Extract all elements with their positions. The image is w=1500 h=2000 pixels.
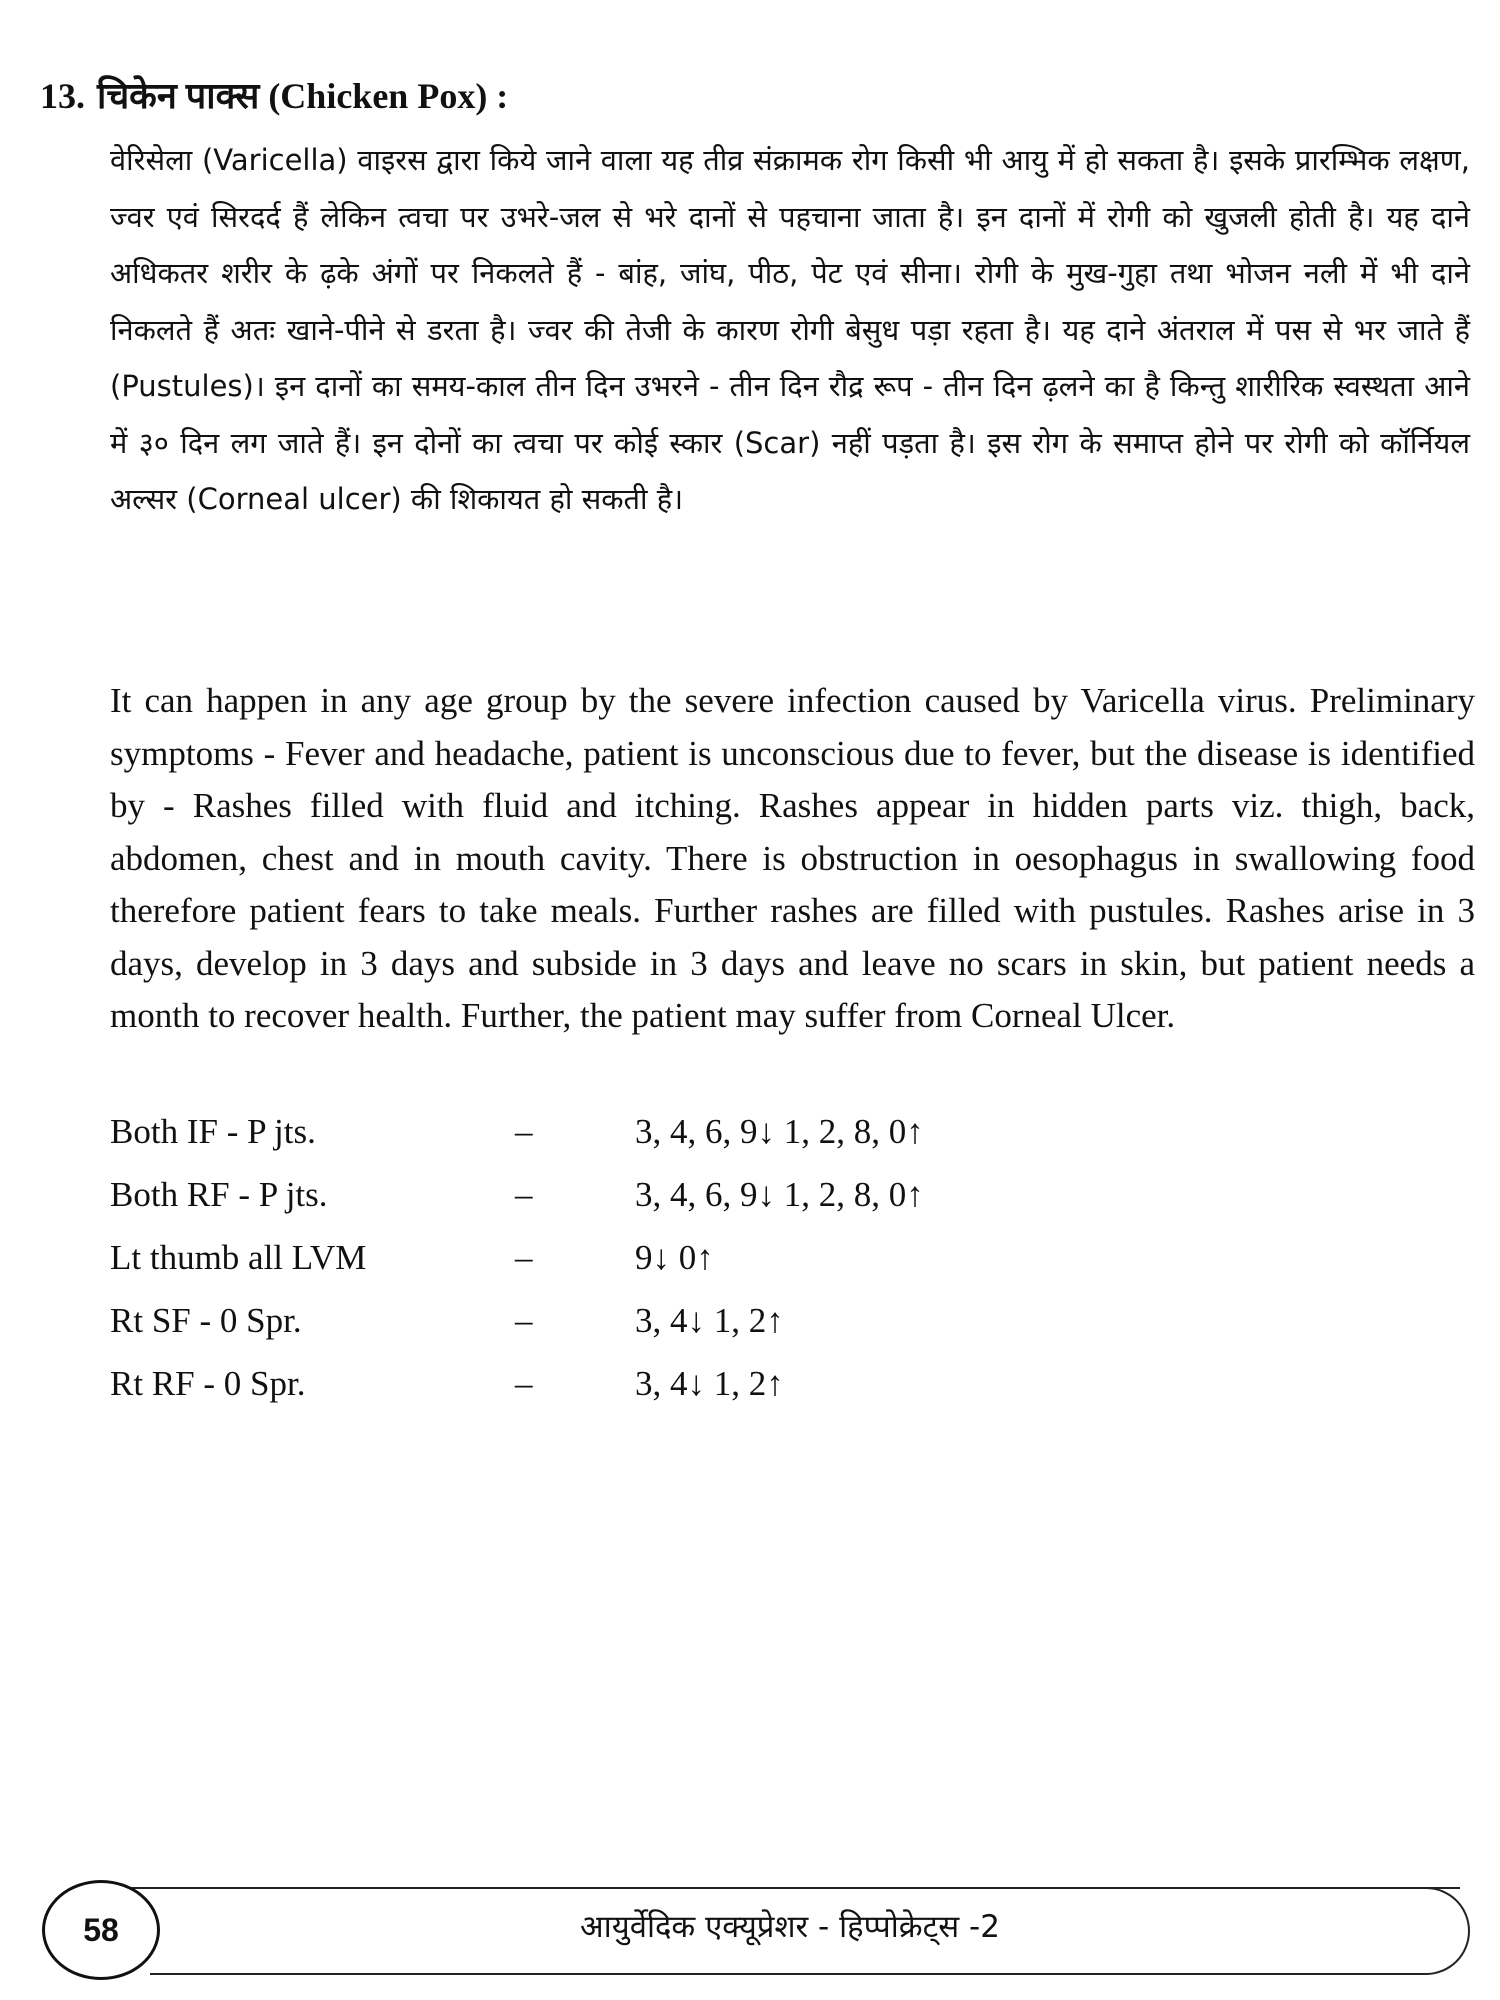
treatment-point-label: Rt RF - 0 Spr. [110,1364,306,1403]
treatment-point-row [110,1364,1110,1427]
treatment-point-label: Lt thumb all LVM [110,1238,367,1277]
footer-book-title: आयुर्वेदिक एक्यूप्रेशर - हिप्पोक्रेट्स -2 [580,1909,1000,1945]
treatment-point-label: Both RF - P jts. [110,1175,328,1214]
treatment-point-label: Both IF - P jts. [110,1112,316,1151]
section-title: चिकेन पाक्स (Chicken Pox) : [97,76,509,116]
treatment-point-dash: – [515,1175,533,1214]
treatment-point-dash: – [515,1238,533,1277]
section-number: 13. [40,76,85,116]
treatment-point-label: Rt SF - 0 Spr. [110,1301,302,1340]
treatment-point-value: 9↓ 0↑ [635,1238,714,1277]
section-heading [40,70,508,119]
treatment-points-list [110,1112,1110,1427]
footer-bottom-rule [150,1973,1420,1975]
treatment-point-row [110,1112,1110,1175]
english-paragraph: It can happen in any age group by the severe infection caused by Varicella virus. Preliminary symptoms - Fever and headache, patient is unconscious due to fever, but the disease is identified by - Rashes filled with fluid and itching. Rashes appear in hidden parts viz. thigh, back, abdomen, chest and in mouth cavity. There is obstruction in oesophagus in swallowing food therefore patient fears to take meals. Further rashes are filled with pustules. Rashes arise in 3 days, develop in 3 days and subside in 3 days and leave no scars in skin, but patient needs a month to recover health. Further, the patient may suffer from Corneal Ulcer. [110,681,1475,1035]
treatment-point-value: 3, 4↓ 1, 2↑ [635,1364,784,1403]
footer-top-rule [105,1887,1460,1889]
treatment-point-dash: – [515,1301,533,1340]
treatment-point-value: 3, 4↓ 1, 2↑ [635,1301,784,1340]
treatment-point-dash: – [515,1364,533,1403]
footer-end-curve [1380,1887,1470,1975]
treatment-point-dash: – [515,1112,533,1151]
treatment-point-row [110,1301,1110,1364]
hindi-paragraph: वेरिसेला (Varicella) वाइरस द्वारा किये जाने वाला यह तीव्र संक्रामक रोग किसी भी आयु में हो सकता है। इसके प्रारम्भिक लक्षण, ज्वर एवं सिरदर्द हैं लेकिन त्वचा पर उभरे-जल से भरे दानों से पहचाना जाता है। इन दानों में रोगी को खुजली होती है। यह दाने अधिकतर शरीर के ढ़के अंगों पर निकलते हैं - बांह, जांघ, पीठ, पेट एवं सीना। रोगी के मुख-गुहा तथा भोजन नली में भी दाने निकलते हैं अतः खाने-पीने से डरता है। ज्वर की तेजी के कारण रोगी बेसुध पड़ा रहता है। यह दाने अंतराल में पस से भर जाते हैं (Pustules)। इन दानों का समय-काल तीन दिन उभरने - तीन दिन रौद्र रूप - तीन दिन ढ़लने का है किन्तु शारीरिक स्वस्थता आने में ३० दिन लग जाते हैं। इन दोनों का त्वचा पर कोई स्कार (Scar) नहीं पड़ता है। इस रोग के समाप्त होने पर रोगी को कॉर्नियल अल्सर (Corneal ulcer) की शिकायत हो सकती है। [110,143,1470,516]
treatment-point-row [110,1175,1110,1238]
page-number: 58 [42,1880,160,1980]
treatment-point-row [110,1238,1110,1301]
treatment-point-value: 3, 4, 6, 9↓ 1, 2, 8, 0↑ [635,1112,924,1151]
treatment-point-value: 3, 4, 6, 9↓ 1, 2, 8, 0↑ [635,1175,924,1214]
